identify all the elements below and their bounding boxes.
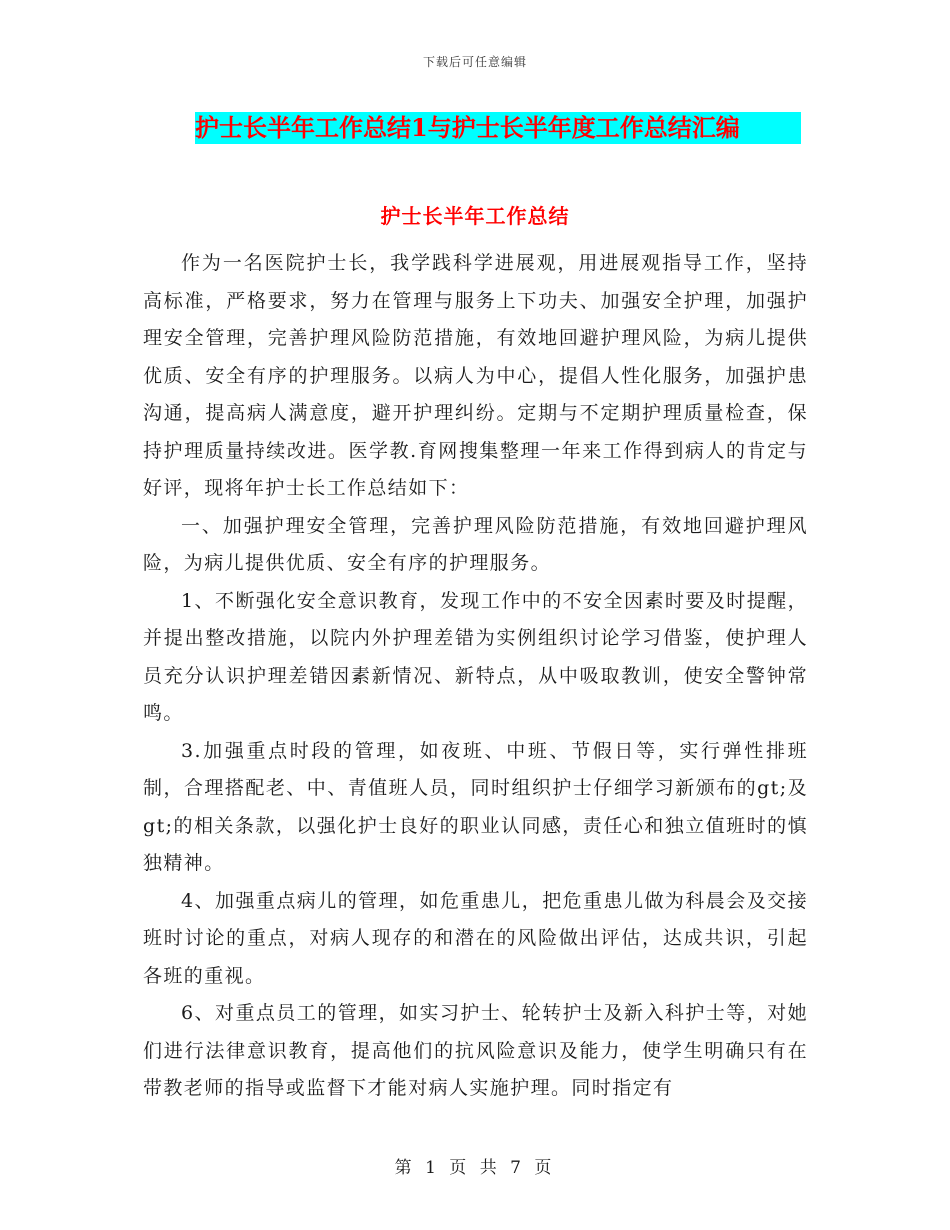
page-header-note: 下载后可任意编辑: [422, 55, 527, 69]
page-number-footer: 第 1 页 共 7 页: [394, 1158, 556, 1178]
paragraph-item-6: 6、对重点员工的管理，如实习护士、轮转护士及新入科护士等，对她们进行法律意识教育，提高他们的抗风险意识及能力，使学生明确只有在带教老师的指导或监督下才能对病人实施护理。同时指定有: [143, 1002, 808, 1099]
paragraph-item-4: 4、加强重点病儿的管理，如危重患儿，把危重患儿做为科晨会及交接班时讨论的重点，对病人现存的和潜在的风险做出评估，达成共识，引起各班的重视。: [143, 889, 808, 987]
document-title: 护士长半年工作总结1与护士长半年度工作总结汇编: [195, 112, 801, 144]
section-title: 护士长半年工作总结: [380, 204, 570, 228]
paragraph-intro: 作为一名医院护士长，我学践科学进展观，用进展观指导工作，坚持高标准，严格要求，努力在管理与服务上下功夫、加强安全护理，加强护理安全管理，完善护理风险防范措施，有效地回避护理风险，为病儿提供优质、安全有序的护理服务。以病人为中心，提倡人性化服务，加强护患沟通，提高病人满意度，避开护理纠纷。定期与不定期护理质量检查，保持护理质量持续改进。医学教.育网搜集整理一年来工作得到病人的肯定与好评，现将年护士长工作总结如下：: [143, 252, 808, 499]
document-body: [143, 245, 808, 1108]
paragraph-point-one: 一、加强护理安全管理，完善护理风险防范措施，有效地回避护理风险，为病儿提供优质、安全有序的护理服务。: [143, 514, 808, 574]
paragraph-item-3: 3.加强重点时段的管理，如夜班、中班、节假日等，实行弹性排班制，合理搭配老、中、青值班人员，同时组织护士仔细学习新颁布的gt;及gt;的相关条款，以强化护士良好的职业认同感，责任心和独立值班时的慎独精神。: [143, 739, 808, 874]
paragraph-item-1: 1、不断强化安全意识教育，发现工作中的不安全因素时要及时提醒，并提出整改措施，以院内外护理差错为实例组织讨论学习借鉴，使护理人员充分认识护理差错因素新情况、新特点，从中吸取教训，使安全警钟常鸣。: [143, 589, 808, 724]
